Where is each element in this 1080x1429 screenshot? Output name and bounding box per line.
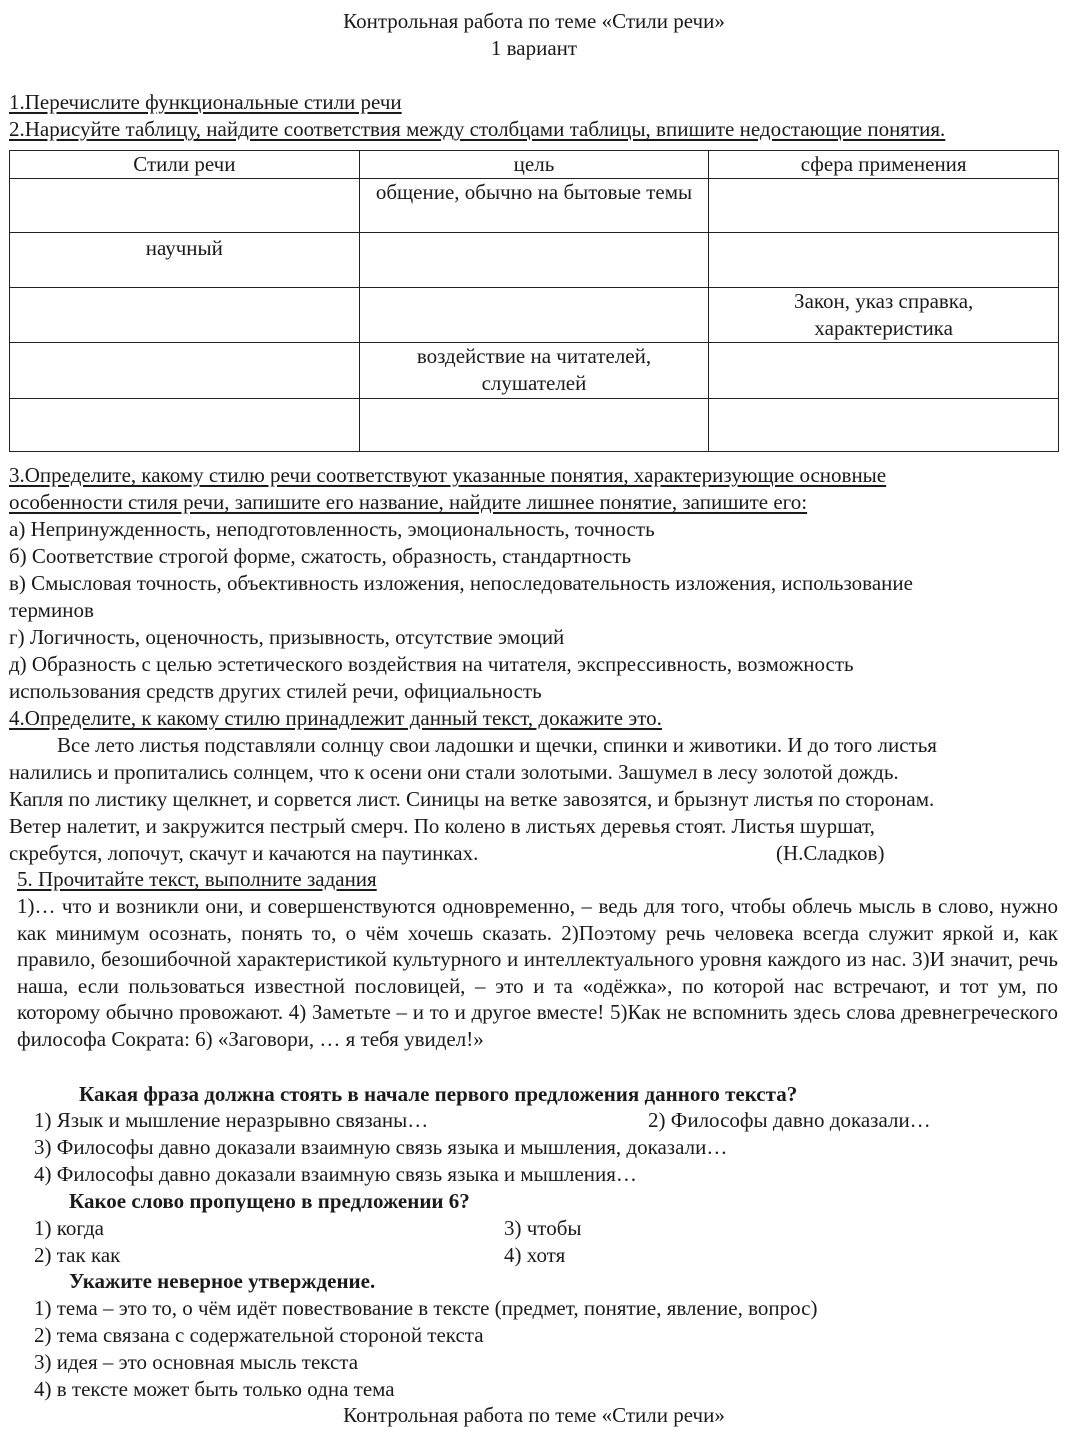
- task-3-item: а) Непринужденность, неподготовленность, эмоциональность, точность: [9, 517, 655, 541]
- table-row: [10, 343, 1059, 398]
- table-cell: общение, обычно на бытовые темы: [359, 179, 709, 232]
- table-cell: [10, 398, 360, 451]
- answer-option: 2) тема связана с содержательной стороной текста: [34, 1323, 484, 1347]
- question-3: Укажите неверное утверждение.: [69, 1269, 376, 1293]
- passage-line: Капля по листику щелкнет, и сорвется лист. Синицы на ветке завозятся, и брызнут листья по сторонам.: [9, 787, 935, 811]
- task-4-title: 4.Определите, к какому стилю принадлежит данный текст, докажите это.: [9, 706, 662, 730]
- task-1: 1.Перечислите функциональные стили речи: [9, 90, 402, 114]
- task-5-text: 1)… что и возникли они, и совершенствуются одновременно, – ведь для того, чтобы облечь мысль в слово, нужно как минимум осознать, понять то, о чём хочешь сказать. 2)Поэтому речь человека всегда служит яркой и, как правило, безошибочной характеристикой культурного и интеллектуального уровня каждого из нас. 3)И значит, речь наша, если пользоваться известной пословицей, – это и та «одёжка», по которой нас встречают, и тот ум, по которому обычно провожают. 4) Заметьте – и то и другое вместе! 5)Как не вспомнить здесь слова древнегреческого философа Сократа: 6) «Заговори, … я тебя увидел!»: [17, 894, 1058, 1051]
- answer-option: 1) тема – это то, о чём идёт повествование в тексте (предмет, понятие, явление, вопрос): [34, 1296, 818, 1320]
- passage-line: Ветер налетит, и закружится пестрый смерч. По колено в листьях деревья стоят. Листья шуршат,: [9, 814, 875, 838]
- table-row: [10, 179, 1059, 232]
- table-cell: [709, 398, 1059, 451]
- question-1: Какая фраза должна стоять в начале первого предложения данного текста?: [79, 1082, 798, 1106]
- variant-label: 1 вариант: [490, 36, 578, 60]
- answer-option: 4) хотя: [504, 1243, 566, 1267]
- table-cell: воздействие на читателей, слушателей: [359, 343, 709, 398]
- next-page-title-cut: Контрольная работа по теме «Стили речи»: [343, 1403, 725, 1427]
- passage-line: скребутся, лопочут, скачут и качаются на паутинках.: [9, 841, 479, 865]
- answer-option: 4) Философы давно доказали взаимную связь языка и мышления…: [34, 1162, 637, 1186]
- task-2: 2.Нарисуйте таблицу, найдите соответствия между столбцами таблицы, впишите недостающие понятия.: [9, 117, 946, 141]
- table-cell: [359, 287, 709, 342]
- answer-option: 3) Философы давно доказали взаимную связь языка и мышления, доказали…: [34, 1135, 728, 1159]
- answer-option: 2) Философы давно доказали…: [648, 1108, 931, 1132]
- table-row: [10, 232, 1059, 287]
- table-cell: [709, 179, 1059, 232]
- table-cell: [10, 287, 360, 342]
- answer-option: 1) когда: [34, 1216, 104, 1240]
- task-5-title: 5. Прочитайте текст, выполните задания: [17, 867, 377, 891]
- answer-option: 3) идея – это основная мысль текста: [34, 1350, 359, 1374]
- task-3-item: в) Смысловая точность, объективность изложения, непоследовательность изложения, использование: [9, 571, 913, 595]
- task-3-item: д) Образность с целью эстетического воздействия на читателя, экспрессивность, возможность: [9, 652, 854, 676]
- task-3-title-line-2: особенности стиля речи, запишите его название, найдите лишнее понятие, запишите его:: [9, 490, 808, 514]
- task-3-item: использования средств других стилей речи, официальность: [9, 679, 542, 703]
- table-header-cell: Стили речи: [10, 151, 360, 179]
- passage-line: Все лето листья подставляли солнцу свои ладошки и щечки, спинки и животики. И до того листья: [57, 733, 937, 757]
- table-header-cell: сфера применения: [709, 151, 1059, 179]
- task-3-item: г) Логичность, оценочность, призывность, отсутствие эмоций: [9, 625, 565, 649]
- table-cell: [359, 398, 709, 451]
- task-3-item: терминов: [9, 598, 94, 622]
- answer-option: 3) чтобы: [504, 1216, 582, 1240]
- table-row: [10, 287, 1059, 342]
- answer-option: 4) в тексте может быть только одна тема: [34, 1377, 395, 1401]
- table-header-row: [10, 151, 1059, 179]
- passage-line: налились и пропитались солнцем, что к осени они стали золотыми. Зашумел в лесу золотой дождь.: [9, 760, 899, 784]
- question-2: Какое слово пропущено в предложении 6?: [69, 1189, 470, 1213]
- passage-author: (Н.Сладков): [776, 841, 885, 865]
- table-cell: [709, 343, 1059, 398]
- answer-option: 2) так как: [34, 1243, 121, 1267]
- table-cell: научный: [10, 232, 360, 287]
- table-cell: [709, 232, 1059, 287]
- task-3-title-line-1: 3.Определите, какому стилю речи соответствуют указанные понятия, характеризующие основные: [9, 463, 887, 487]
- task-3-item: б) Соответствие строгой форме, сжатость, образность, стандартность: [9, 544, 632, 568]
- answer-option: 1) Язык и мышление неразрывно связаны…: [34, 1108, 429, 1132]
- table-cell: [359, 232, 709, 287]
- table-row: [10, 398, 1059, 451]
- table-header-cell: цель: [359, 151, 709, 179]
- styles-table: [9, 150, 1059, 452]
- table-cell: Закон, указ справка, характеристика: [709, 287, 1059, 342]
- table-cell: [10, 343, 360, 398]
- page-title: Контрольная работа по теме «Стили речи»: [343, 9, 725, 33]
- table-cell: [10, 179, 360, 232]
